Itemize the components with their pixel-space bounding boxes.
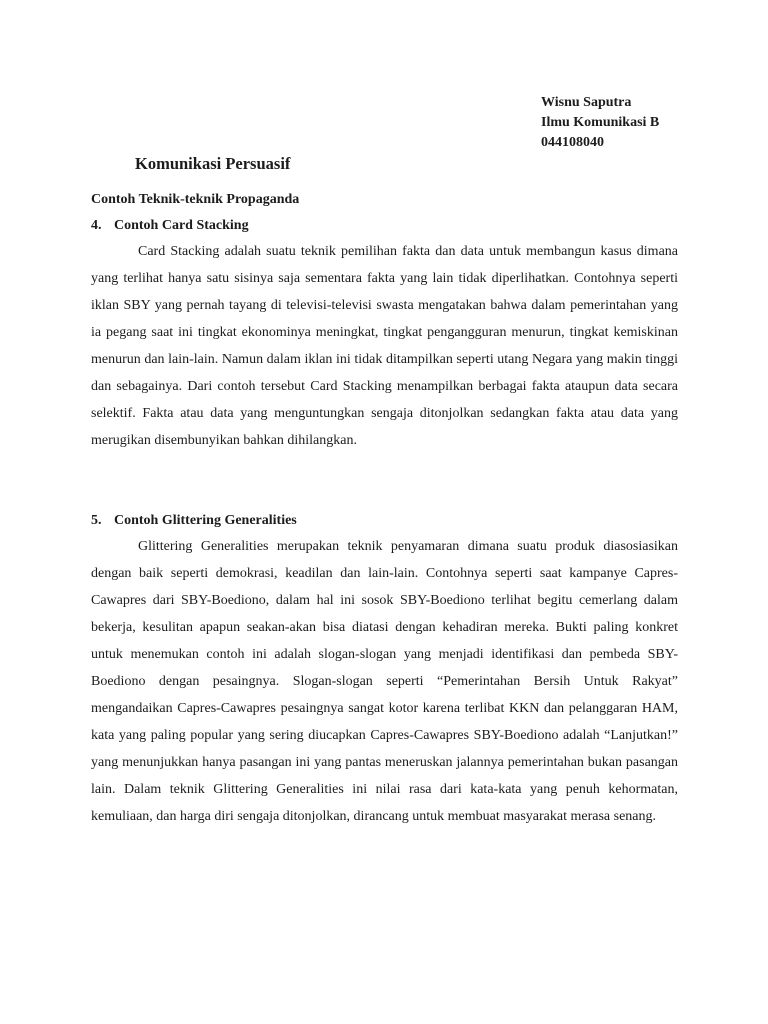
section-number: 5. bbox=[91, 513, 102, 528]
section-heading-glittering-generalities bbox=[91, 511, 297, 531]
section-heading-text: Contoh Card Stacking bbox=[114, 218, 249, 233]
document-title: Komunikasi Persuasif bbox=[135, 154, 291, 173]
author-student-id: 044108040 bbox=[541, 135, 604, 150]
section-number: 4. bbox=[91, 218, 102, 233]
section-heading-text: Contoh Glittering Generalities bbox=[114, 513, 297, 528]
author-program: Ilmu Komunikasi B bbox=[541, 115, 660, 130]
author-info bbox=[541, 93, 741, 153]
section-body-glittering-generalities: Glittering Generalities merupakan teknik penyamaran dimana suatu produk diasosiasikan dengan baik seperti demokrasi, keadilan dan lain-lain. Contohnya seperti saat kampanye Capres-Cawapres dari SBY-Boediono, dalam hal ini sosok SBY-Boediono terlihat begitu cemerlang dalam bekerja, kesulitan apapun seakan-akan bisa diatasi dengan kehadiran mereka. Bukti paling konkret untuk menemukan contoh ini adalah slogan-slogan yang menjadi identifikasi dan pembeda SBY-Boediono dengan pesaingnya. Slogan-slogan seperti “Pemerintahan Bersih Untuk Rakyat” mengandaikan Capres-Cawapres pesaingnya sangat kotor karena terlibat KKN dan pelanggaran HAM, kata yang paling popular yang sering diucapkan Capres-Cawapres SBY-Boediono adalah “Lanjutkan!” yang menunjukkan hanya pasangan ini yang pantas meneruskan jalannya pemerintahan bukan pasangan lain. Dalam teknik Glittering Generalities ini nilai rasa dari kata-kata yang penuh kehormatan, kemuliaan, dan harga diri sengaja ditonjolkan, dirancang untuk membuat masyarakat merasa senang. bbox=[91, 539, 678, 824]
author-name: Wisnu Saputra bbox=[541, 95, 632, 110]
section-body-card-stacking: Card Stacking adalah suatu teknik pemilihan fakta dan data untuk membangun kasus dimana yang terlihat hanya satu sisinya saja sementara fakta yang lain tidak diperlihatkan. Contohnya seperti iklan SBY yang pernah tayang di televisi-televisi swasta mengatakan bahwa dalam pemerintahan yang ia pegang saat ini tingkat ekonominya meningkat, tingkat pengangguran menurun, tingkat kemiskinan menurun dan lain-lain. Namun dalam iklan ini tidak ditampilkan seperti utang Negara yang makin tinggi dan sebagainya. Dari contoh tersebut Card Stacking menampilkan berbagai fakta ataupun data secara selektif. Fakta atau data yang menguntungkan sengaja ditonjolkan sedangkan fakta atau data yang merugikan disembunyikan bahkan dihilangkan. bbox=[91, 244, 678, 448]
section-heading-card-stacking bbox=[91, 216, 249, 236]
document-subtitle: Contoh Teknik-teknik Propaganda bbox=[91, 192, 300, 207]
